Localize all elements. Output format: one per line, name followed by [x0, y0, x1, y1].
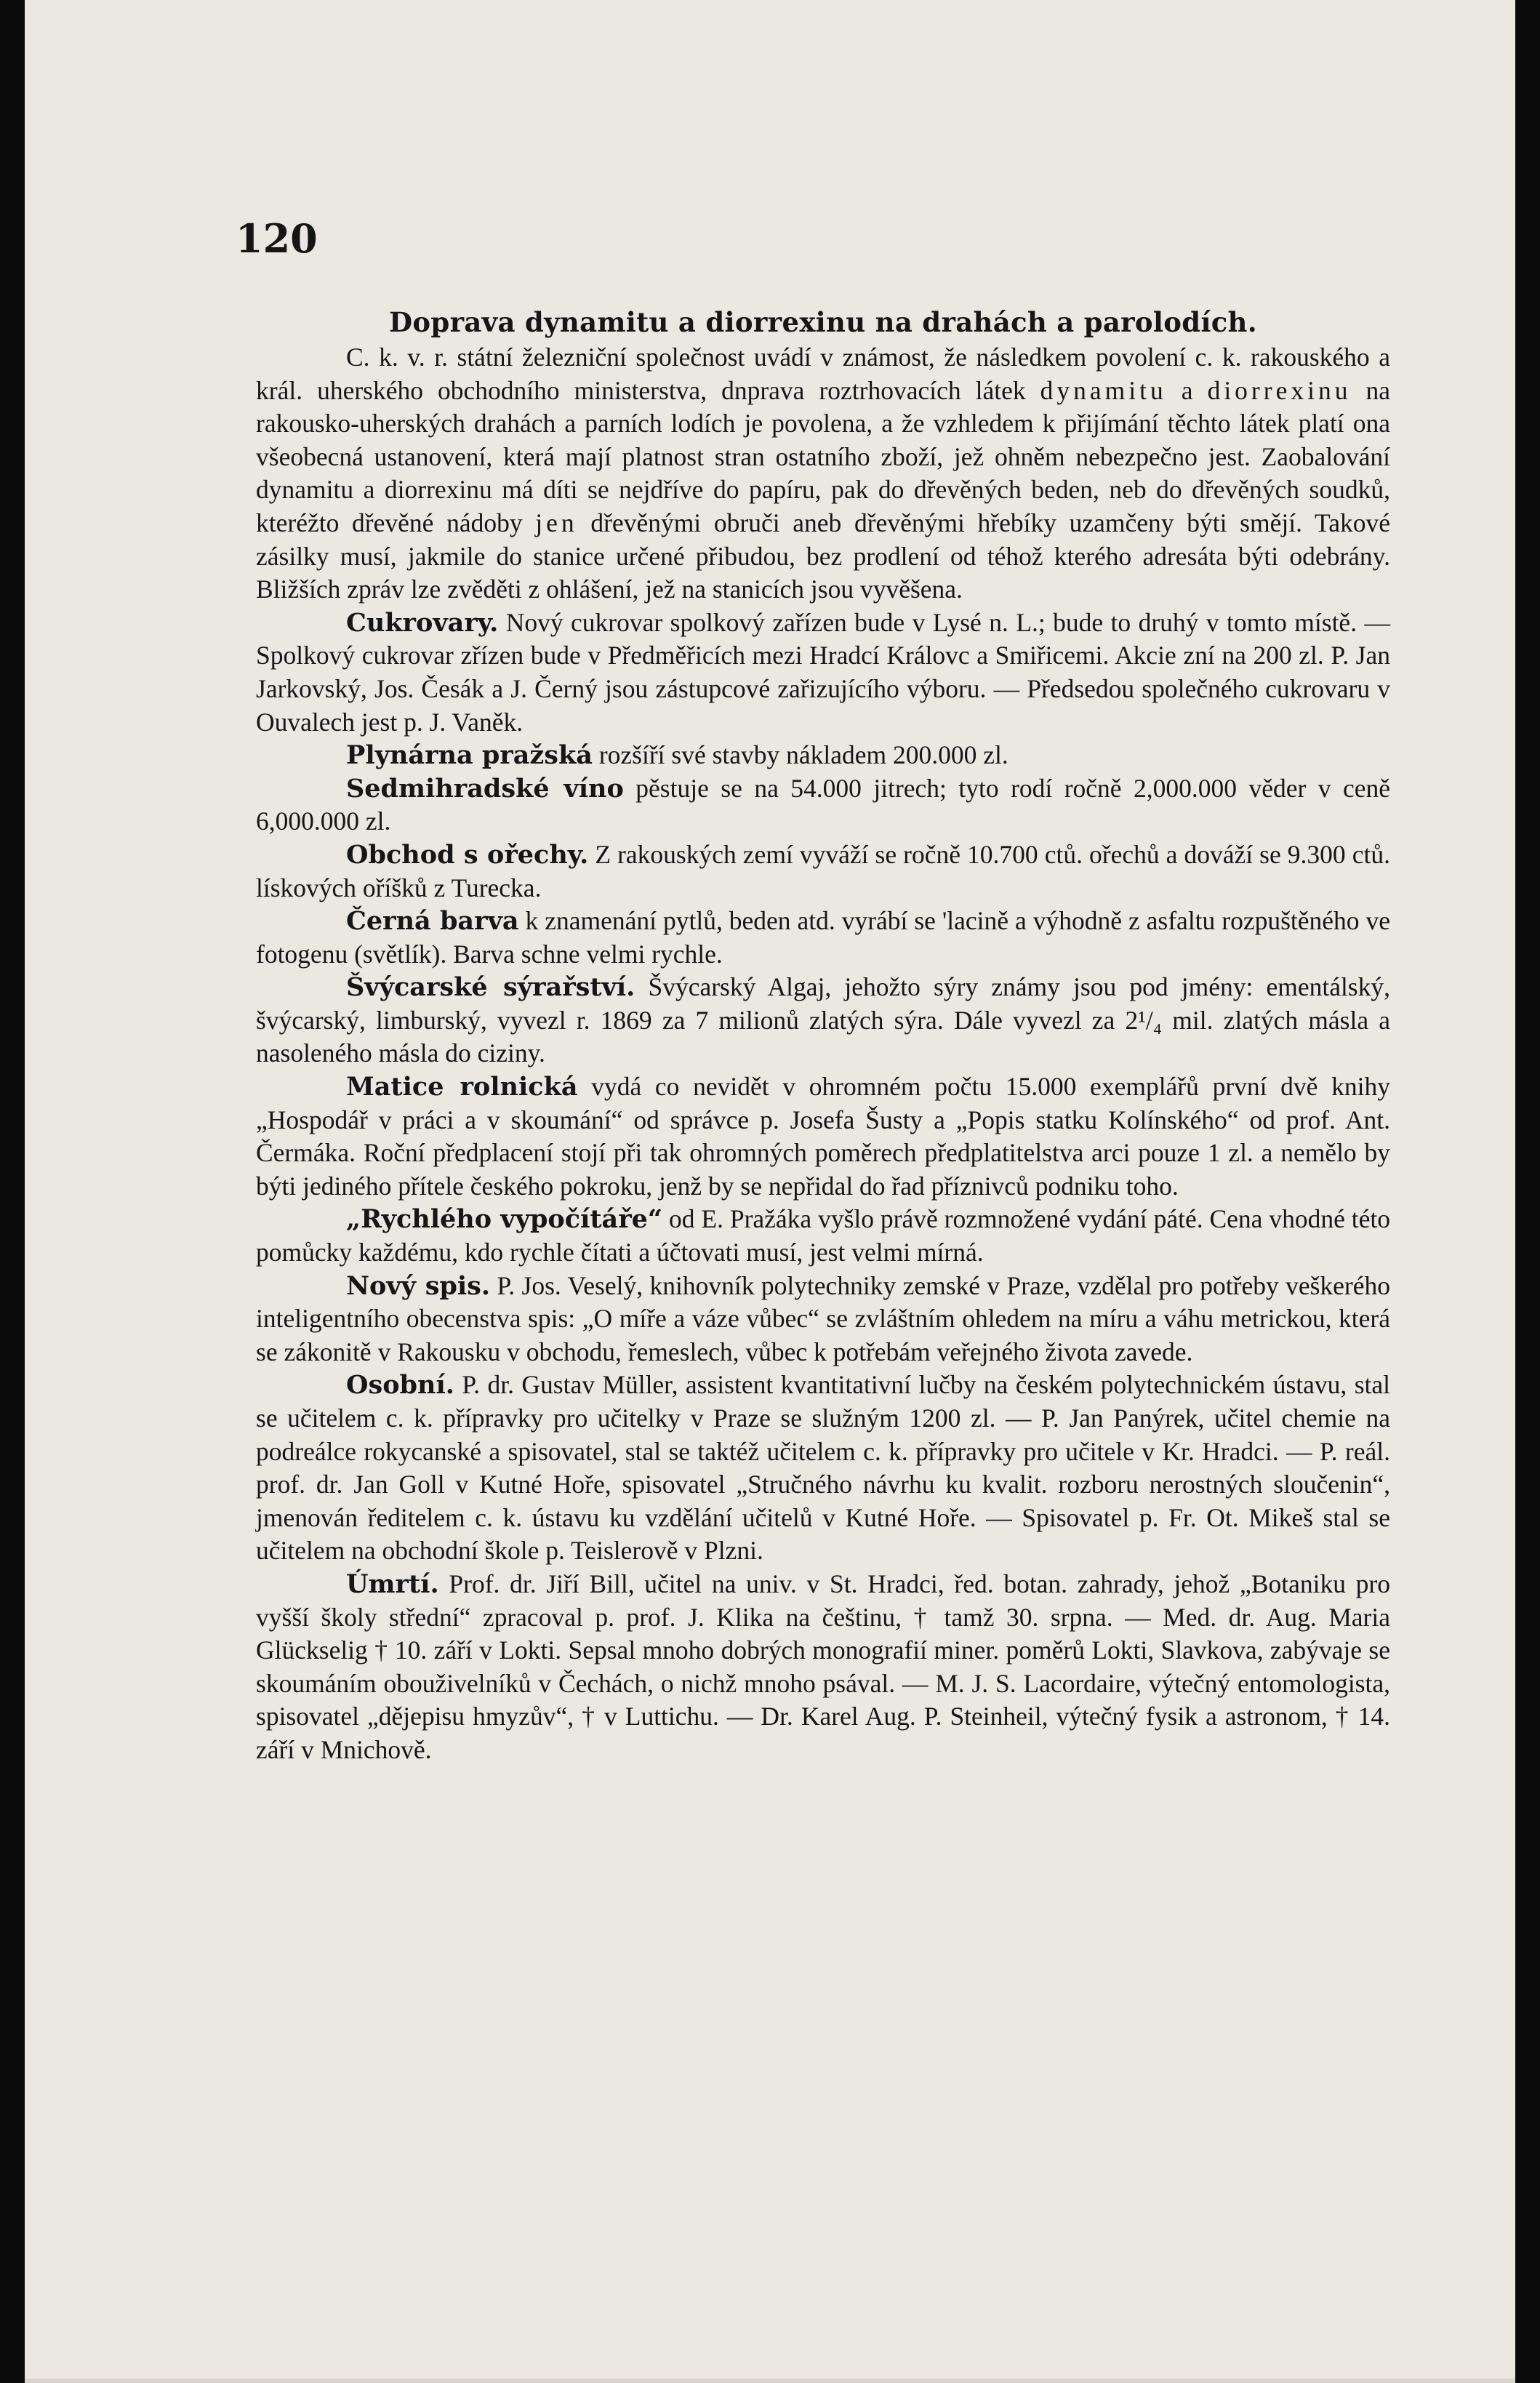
paragraph-black-paint — [256, 905, 1390, 971]
paragraph-heading: Švýcarské sýrařství. — [346, 972, 635, 1003]
page-edge — [25, 2379, 1515, 2383]
paragraph-text: pěstuje se na 54.000 jitrech; tyto rodí ročně 2,000.000 věder v ceně 6,000.000 zl. — [256, 773, 1390, 836]
paragraph-gasworks — [256, 739, 1390, 772]
paragraph-heading: Černá barva — [346, 906, 519, 937]
paragraph-heading: Matice rolnická — [346, 1072, 578, 1102]
spaced-word: dynamitu — [1040, 375, 1167, 405]
paragraph-text: na rakousko-uherských drahách a parních lodích je povolena, a že vzhledem k přijímání těchto látek platí ona všeobecná ustanovení, která mají platnost stran ostatního zboží, jež ohněm nebezpečno jest. Zaobalování dynamitu a diorrexinu má díti se nejdříve do papíru, pak do dřevěných beden, neb do dřevěných soudků, kteréžto dřevěné nádoby — [256, 375, 1390, 537]
paragraph-text: vydá co nevidět v ohromném počtu 15.000 exemplářů první dvě knihy „Hospodář v práci a v skoumání“ od správce p. Josefa Šusty a „Popis statku Kolínského“ od prof. Ant. Čermáka. Roční předplacení stojí při tak ohromných poměrech předplatitelstva arci pouze 1 zl. a nemělo by býti jediného přítele českého pokroku, jenž by se nepřidal do řad příznivců podniku toho. — [256, 1072, 1390, 1201]
paragraph-swiss-cheese — [256, 971, 1390, 1070]
paragraph-sugar-factories — [256, 606, 1390, 739]
paragraph-text: rozšíří své stavby nákladem 200.000 zl. — [592, 740, 1008, 770]
paragraph-text: P. Jos. Veselý, knihovník polytechniky zemské v Praze, vzdělal pro potřeby veškerého inteligentního obecenstva spis: „O míře a váze vůbec“ se zvláštním ohledem na míru a váhu metrickou, která se zákonitě v Rakousku v obchodu, řemeslech, vůbec k potřebám veřejného života zavede. — [256, 1270, 1390, 1366]
paragraph-heading: Sedmihradské víno — [346, 773, 624, 804]
paragraph-heading: „Rychlého vypočítáře“ — [346, 1204, 663, 1235]
paragraph-matice — [256, 1070, 1390, 1203]
paragraph-dynamite — [256, 341, 1390, 606]
paragraph-text: Švýcarský Algaj, jehožto sýry známy jsou pod jmény: ementálský, švýcarský, limburský, vyvezl r. 1869 za 7 milionů zlatých sýra. Dále vyvezl za 2¹/₄ mil. zlatých másla a nasoleného másla do ciziny. — [256, 972, 1391, 1068]
paragraph-personal — [256, 1369, 1390, 1568]
paragraph-text: od E. Pražáka vyšlo právě rozmnožené vydání páté. Cena vhodné této pomůcky každému, kdo rychle čítati a účtovati musí, jest velmi mírná. — [256, 1204, 1390, 1267]
paragraph-text: C. k. v. r. státní železniční společnost uvádí v známost, že následkem povolení c. k. rakouského a král. uherského obchodního ministerstva, dnprava roztrhovacích látek — [256, 343, 1390, 405]
paragraph-text: Prof. dr. Jiří Bill, učitel na univ. v St. Hradci, řed. botan. zahrady, jehož „Botaniku pro vyšší školy střední“ zpracoval p. prof. J. Klika na češtinu, † tamž 30. srpna. — Med. dr. Aug. Maria Glückselig † 10. září v Lokti. Sepsal mnoho dobrých monografií miner. poměrů Lokti, Slavkova, zabývaje se skoumáním obouživelníků v Čechách, o nichž mnoho psával. — M. J. S. Lacordaire, výtečný entomologista, spisovatel „dějepisu hmyzův“, † v Luttichu. — Dr. Karel Aug. P. Steinheil, výtečný fysik a astronom, † 14. září v Mnichově. — [256, 1569, 1390, 1764]
paragraph-heading: Obchod s ořechy. — [346, 839, 589, 870]
book-page — [25, 0, 1515, 2383]
page-number: 120 — [236, 215, 318, 262]
spaced-word: jen — [535, 508, 578, 537]
paragraph-wine — [256, 772, 1390, 838]
article-title: Doprava dynamitu a diorrexinu na drahách a parolodích. — [389, 306, 1257, 338]
paragraph-heading: Úmrtí. — [346, 1569, 439, 1599]
paragraph-new-book — [256, 1270, 1390, 1369]
paragraph-nuts — [256, 838, 1390, 905]
paragraph-deaths — [256, 1568, 1390, 1767]
paragraph-text: a — [1166, 375, 1208, 405]
paragraph-heading: Cukrovary. — [346, 607, 499, 638]
spaced-word: diorrexinu — [1207, 375, 1352, 405]
paragraph-text: P. dr. Gustav Müller, assistent kvantitativní lučby na českém polytechnickém ústavu, stal se učitelem c. k. přípravky pro učitelky v Praze se služným 1200 zl. — P. Jan Panýrek, učitel chemie na podreálce rokycanské a spisovatel, stal se taktéž učitelem c. k. přípravky pro učitele v Kr. Hradci. — P. reál. prof. dr. Jan Goll v Kutné Hoře, spisovatel „Stručného návrhu ku kvalit. rozboru nerostných sloučenin“, jmenován ředitelem c. k. ústavu ku vzdělání učitelů v Kutné Hoře. — Spisovatel p. Fr. Ot. Mikeš stal se učitelem na obchodní škole p. Teislerově v Plzni. — [256, 1370, 1390, 1566]
article-body — [256, 305, 1390, 1767]
paragraph-calculator — [256, 1203, 1390, 1269]
paragraph-heading: Plynárna pražská — [346, 740, 593, 771]
paragraph-text: Nový cukrovar spolkový zařízen bude v Lysé n. L.; bude to druhý v tomto místě. — Spolkový cukrovar zřízen bude v Předměřicích mezi Hradcí Královc a Smiřicemi. Akcie zní na 200 zl. P. Jan Jarkovský, Jos. Česák a J. Černý jsou zástupcové zařizujícího výboru. — Předsedou společného cukrovaru v Ouvalech jest p. J. Vaněk. — [256, 607, 1390, 737]
paragraph-text: Z rakouských zemí vyváží se ročně 10.700 ctů. ořechů a dováží se 9.300 ctů. lískových oříšků z Turecka. — [256, 839, 1390, 902]
paragraph-text: dřevěnými obruči aneb dřevěnými hřebíky uzamčeny býti smějí. Takové zásilky musí, jakmile do stanice určené přibudou, bez prodlení od téhož kterého adresáta býti odebrány. Bližších zpráv lze zvěděti z ohlášení, jež na stanicích jsou vyvěšena. — [256, 508, 1390, 604]
paragraph-text: k znamenání pytlů, beden atd. vyrábí se 'lacině a výhodně z asfaltu rozpuštěného ve fotogenu (světlík). Barva schne velmi rychle. — [256, 906, 1390, 969]
paragraph-heading: Nový spis. — [346, 1270, 491, 1301]
paragraph-heading: Osobní. — [346, 1370, 454, 1401]
